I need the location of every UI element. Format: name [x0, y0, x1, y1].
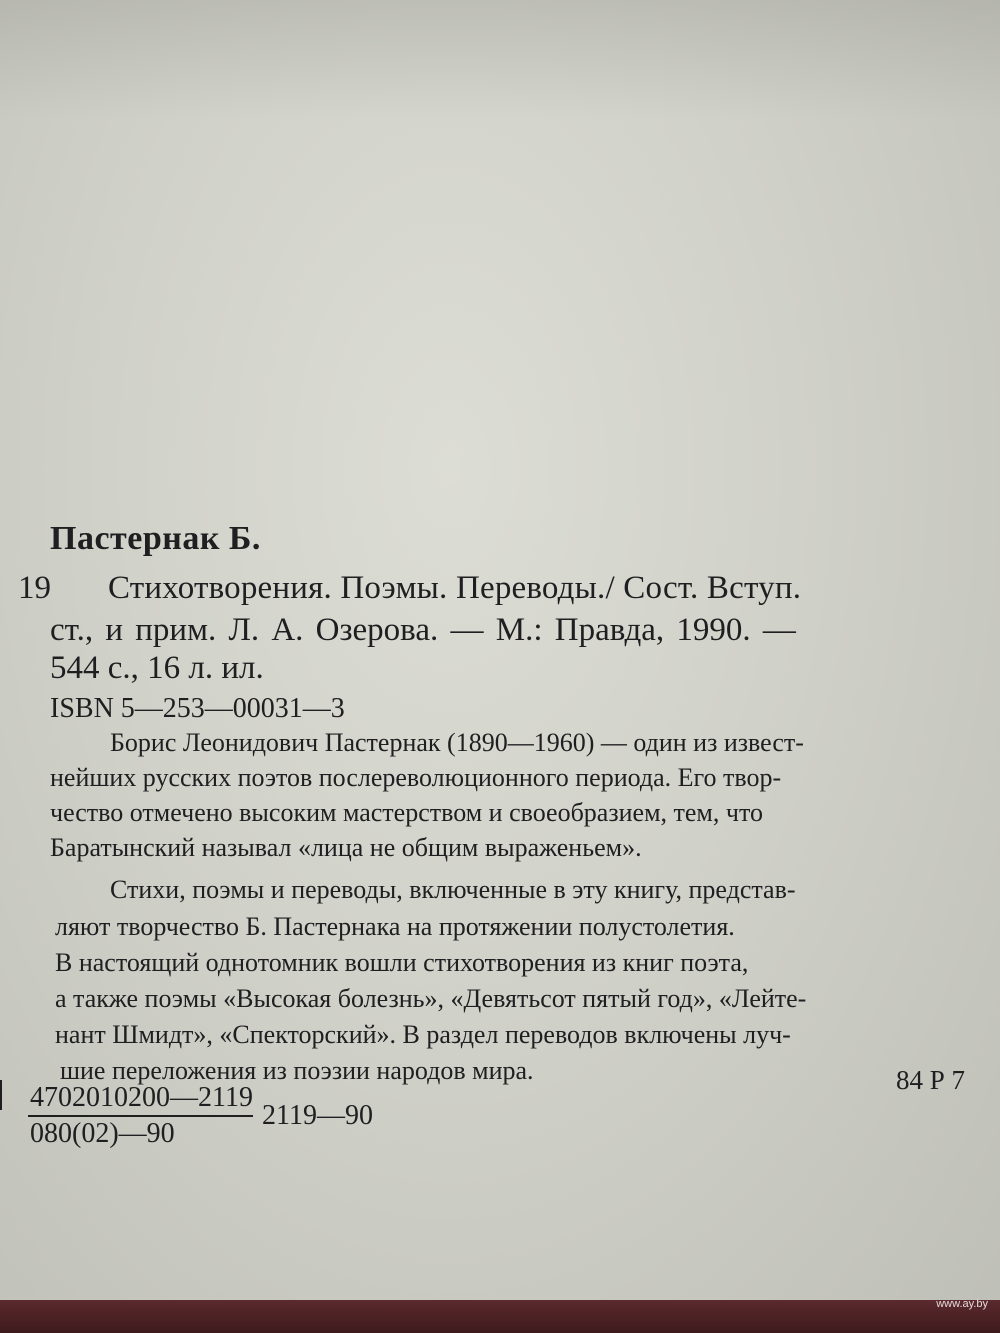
isbn-number: ISBN 5—253—00031—3	[50, 693, 345, 724]
annotation-line: шие переложения из поэзии народов мира.	[60, 1056, 534, 1085]
annotation-line: Борис Леонидович Пастернак (1890—1960) — один из извест-	[110, 728, 804, 757]
page-shadow	[0, 0, 1000, 120]
annotation-line: нант Шмидт», «Спекторский». В раздел переводов включены луч-	[55, 1020, 791, 1049]
fraction-denominator: 080(02)—90	[30, 1118, 175, 1149]
bibliographic-line: Стихотворения. Поэмы. Переводы./ Сост. Вступ.	[108, 570, 802, 606]
fraction-line	[28, 1115, 253, 1117]
bibliographic-line: 544 с., 16 л. ил.	[50, 650, 264, 686]
udk-index: 19	[18, 570, 51, 606]
annotation-line: нейших русских поэтов послереволюционного периода. Его твор-	[50, 763, 782, 792]
annotation-line: а также поэмы «Высокая болезнь», «Девятьсот пятый год», «Лейте-	[55, 984, 807, 1013]
annotation-line: чество отмечено высоким мастерством и своеобразием, тем, что	[50, 798, 763, 827]
fraction-bracket	[0, 1080, 2, 1110]
watermark-text: www.ay.by	[936, 1298, 988, 1310]
annotation-line: Стихи, поэмы и переводы, включенные в эту книгу, представ-	[110, 875, 796, 904]
fraction-numerator: 4702010200—2119	[30, 1082, 253, 1113]
annotation-line: В настоящий однотомник вошли стихотворения из книг поэта,	[55, 948, 749, 977]
book-cover-edge	[0, 1300, 1000, 1333]
annotation-line: ляют творчество Б. Пастернака на протяжении полустолетия.	[55, 912, 735, 941]
bibliographic-line: ст., и прим. Л. А. Озерова. — М.: Правда, 1990. —	[50, 612, 796, 648]
bbk-code: 84 Р 7	[895, 1065, 965, 1095]
annotation-line: Баратынский называл «лица не общим выраженьем».	[50, 833, 642, 862]
author-heading: Пастернак Б.	[50, 520, 261, 557]
fraction-side-code: 2119—90	[262, 1100, 373, 1131]
